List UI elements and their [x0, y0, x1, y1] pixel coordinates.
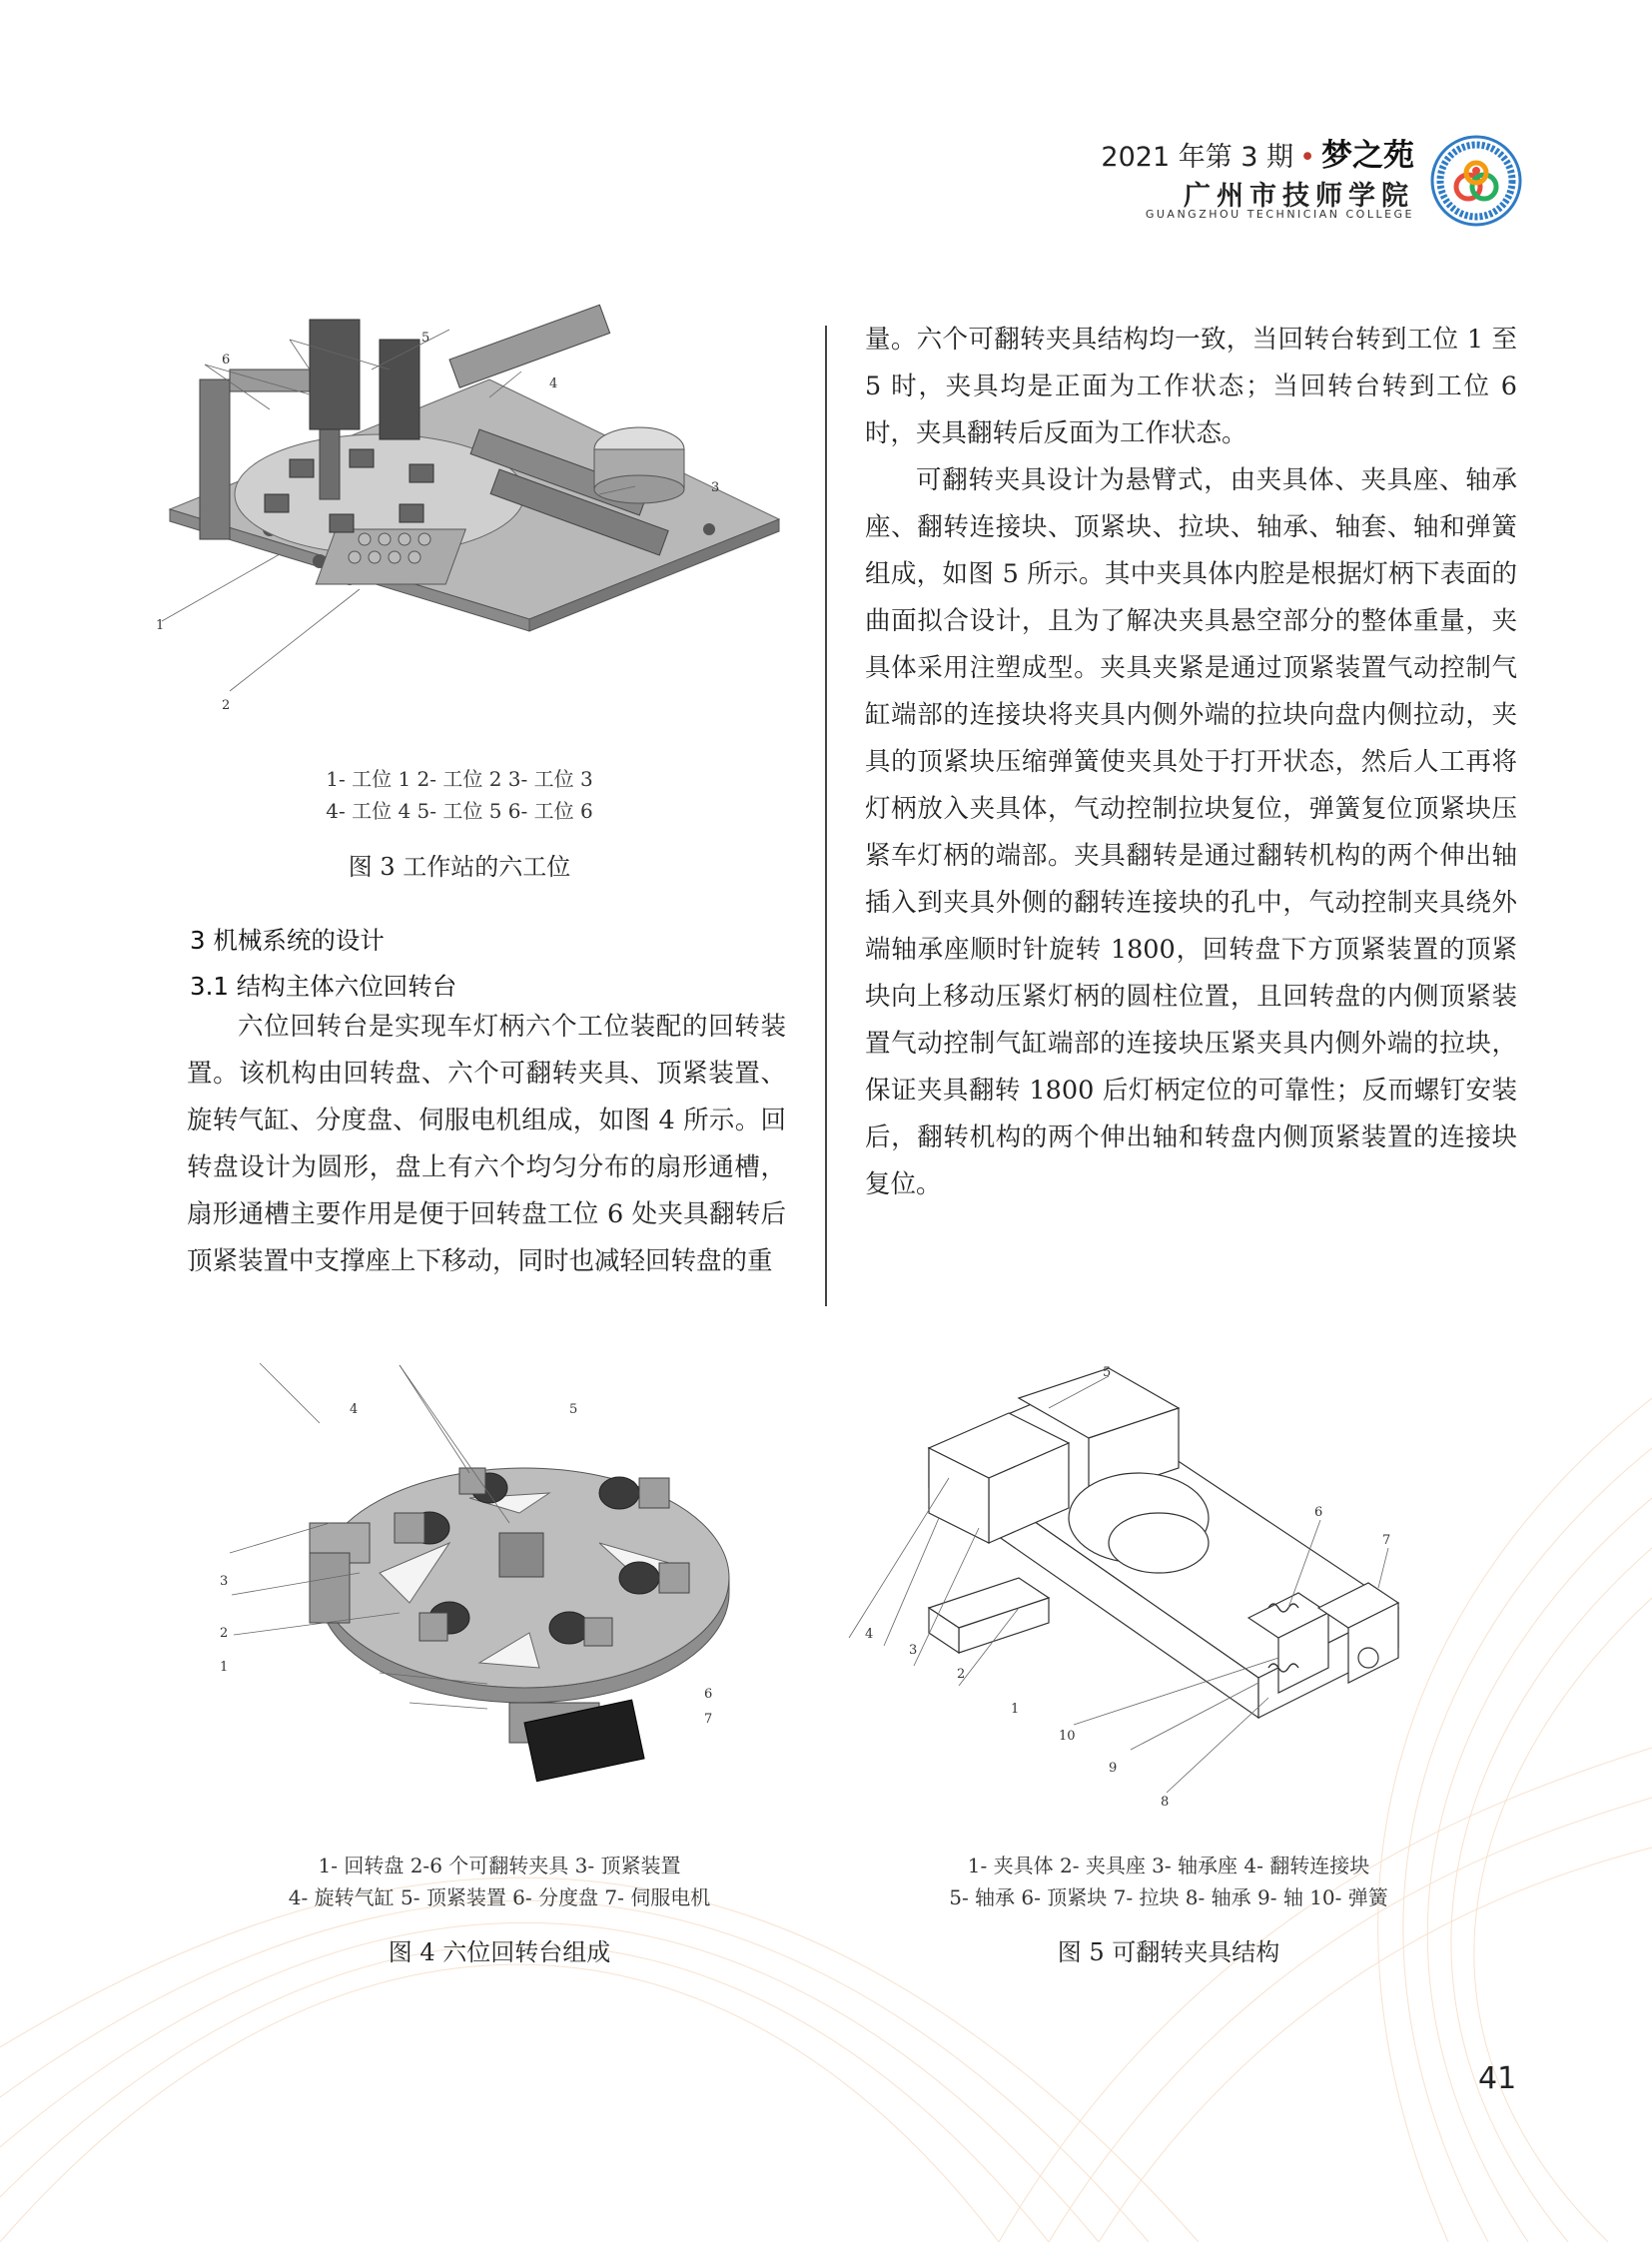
fig5-label-3: 3	[909, 1643, 918, 1658]
magazine-title: 梦之苑	[1321, 138, 1414, 174]
college-logo-icon	[1430, 135, 1522, 227]
legend-line: 1- 工位 1 2- 工位 2 3- 工位 3	[326, 767, 593, 791]
issue-number: 2021 年第 3 期	[1101, 142, 1294, 173]
figure-4-caption: 图 4 六位回转台组成	[388, 1938, 611, 1966]
legend-line: 4- 旋转气缸 5- 顶紧装置 6- 分度盘 7- 伺服电机	[288, 1885, 711, 1909]
column-divider	[825, 326, 827, 1306]
school-name: 广州市技师学院	[1184, 181, 1414, 212]
fig5-label-1: 1	[1011, 1702, 1020, 1717]
figure-5-caption: 图 5 可翻转夹具结构	[1057, 1938, 1280, 1966]
fig4-label-3: 3	[220, 1574, 229, 1589]
fig5-label-8: 8	[1161, 1795, 1170, 1810]
left-column-text	[187, 1004, 786, 1285]
legend-line: 1- 夹具体 2- 夹具座 3- 轴承座 4- 翻转连接块	[967, 1854, 1370, 1877]
figure-4-legend	[240, 1850, 759, 1913]
paragraph: 量。六个可翻转夹具结构均一致，当回转台转到工位 1 至 5 时，夹具均是正面为工作状态；当回转台转到工位 6 时，夹具翻转后反面为工作状态。	[865, 325, 1517, 448]
separator-dot: •	[1299, 142, 1315, 173]
legend-line: 5- 轴承 6- 顶紧块 7- 拉块 8- 轴承 9- 轴 10- 弹簧	[949, 1885, 1388, 1909]
fig5-label-5: 5	[1103, 1365, 1112, 1380]
fig5-label-2: 2	[957, 1667, 966, 1682]
fig4-label-7: 7	[704, 1712, 713, 1727]
fig3-label-3: 3	[711, 480, 720, 495]
fig4-label-1: 1	[220, 1660, 229, 1675]
fig4-label-4: 4	[350, 1402, 359, 1417]
fig4-label-6: 6	[704, 1687, 713, 1702]
fig5-label-10: 10	[1059, 1729, 1076, 1744]
figure-3-image	[150, 300, 789, 729]
fig3-label-6: 6	[222, 353, 231, 368]
paragraph: 六位回转台是实现车灯柄六个工位装配的回转装置。该机构由回转盘、六个可翻转夹具、顶紧装置、旋转气缸、分度盘、伺服电机组成，如图 4 所示。回转盘设计为圆形，盘上有六个均匀分布的扇形通槽，扇形通槽主要作用是便于回转盘工位 6 处夹具翻转后顶紧装置中支撑座上下移动，同时也减轻回转盘的重	[187, 1012, 786, 1276]
fig3-label-4: 4	[549, 376, 558, 391]
fig5-label-6: 6	[1314, 1505, 1323, 1520]
figure-3-caption: 图 3 工作站的六工位	[348, 853, 571, 881]
figure-3-legend	[230, 763, 689, 827]
subsection-heading: 3.1 结构主体六位回转台	[190, 972, 457, 1001]
fig3-label-1: 1	[156, 618, 165, 633]
page-number: 41	[1478, 2061, 1517, 2096]
fig5-label-4: 4	[865, 1627, 874, 1642]
figure-5-labels	[859, 1365, 1418, 1818]
fig4-label-2: 2	[220, 1626, 229, 1641]
right-column-text	[865, 317, 1517, 1208]
legend-line: 1- 回转盘 2-6 个可翻转夹具 3- 顶紧装置	[318, 1854, 681, 1877]
school-name-en: GUANGZHOU TECHNICIAN COLLEGE	[1145, 208, 1414, 221]
section-heading: 3 机械系统的设计	[190, 926, 385, 955]
paragraph: 可翻转夹具设计为悬臂式，由夹具体、夹具座、轴承座、翻转连接块、顶紧块、拉块、轴承、轴套、轴和弹簧组成，如图 5 所示。其中夹具体内腔是根据灯柄下表面的曲面拟合设计，且为了解决夹具悬空部分的整体重量，夹具体采用注塑成型。夹具夹紧是通过顶紧装置气动控制气缸端部的连接块将夹具内侧外端的拉块向盘内侧拉动，夹具的顶紧块压缩弹簧使夹具处于打开状态，然后人工再将灯柄放入夹具体，气动控制拉块复位，弹簧复位顶紧块压紧车灯柄的端部。夹具翻转是通过翻转机构的两个伸出轴插入到夹具外侧的翻转连接块的孔中，气动控制夹具绕外端轴承座顺时针旋转 1800，回转盘下方顶紧装置的顶紧块向上移动压紧灯柄的圆柱位置，且回转盘的内侧顶紧装置气动控制气缸端部的连接块压紧夹具内侧外端的拉块，保证夹具翻转 1800 后灯柄定位的可靠性；反而螺钉安装后，翻转机构的两个伸出轴和转盘内侧顶紧装置的连接块复位。	[865, 465, 1517, 1199]
fig5-label-9: 9	[1109, 1761, 1118, 1776]
fig3-label-5: 5	[421, 331, 430, 346]
figure-5-legend	[889, 1850, 1448, 1913]
fig3-label-2: 2	[222, 698, 231, 713]
fig4-label-5: 5	[569, 1402, 578, 1417]
issue-line	[1101, 130, 1414, 175]
legend-line: 4- 工位 4 5- 工位 5 6- 工位 6	[326, 799, 593, 823]
fig5-label-7: 7	[1382, 1533, 1391, 1548]
figure-4-labels	[220, 1373, 739, 1793]
